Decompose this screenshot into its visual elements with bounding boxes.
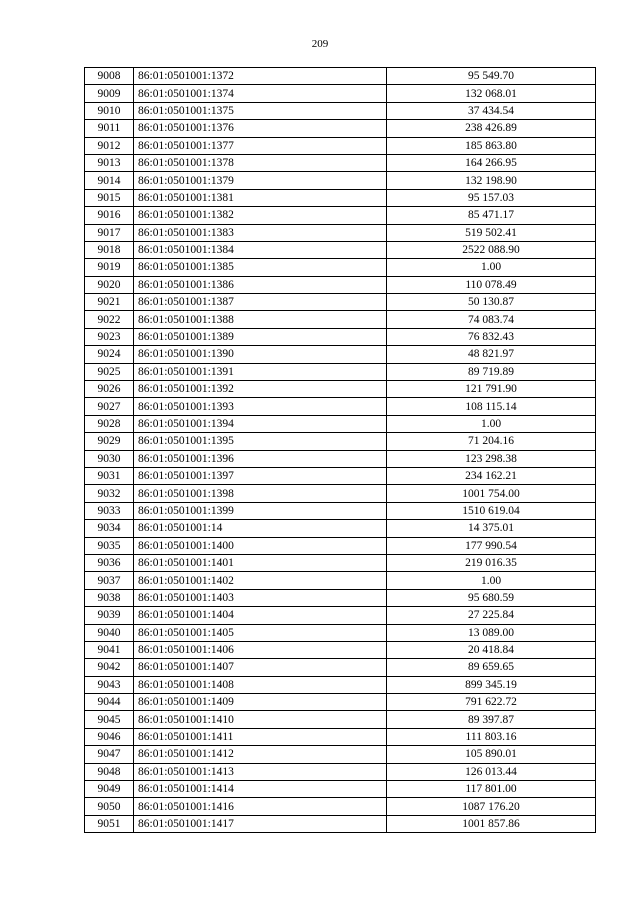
table-row	[85, 154, 596, 171]
row-number-cell: 9009	[85, 85, 134, 102]
table-row	[85, 641, 596, 658]
value-cell: 121 791.90	[387, 381, 596, 398]
cadastral-number-cell: 86:01:0501001:1399	[134, 502, 387, 519]
cadastral-number-cell: 86:01:0501001:1372	[134, 68, 387, 85]
table-row	[85, 433, 596, 450]
cadastral-number-cell: 86:01:0501001:1389	[134, 328, 387, 345]
table-row	[85, 102, 596, 119]
cadastral-number-cell: 86:01:0501001:1382	[134, 207, 387, 224]
table-row	[85, 363, 596, 380]
value-cell: 1.00	[387, 415, 596, 432]
cadastral-number-cell: 86:01:0501001:1391	[134, 363, 387, 380]
row-number-cell: 9010	[85, 102, 134, 119]
value-cell: 89 659.65	[387, 659, 596, 676]
cadastral-number-cell: 86:01:0501001:1397	[134, 467, 387, 484]
row-number-cell: 9020	[85, 276, 134, 293]
row-number-cell: 9029	[85, 433, 134, 450]
value-cell: 123 298.38	[387, 450, 596, 467]
table-row	[85, 746, 596, 763]
cadastral-number-cell: 86:01:0501001:1404	[134, 607, 387, 624]
cadastral-number-cell: 86:01:0501001:1395	[134, 433, 387, 450]
row-number-cell: 9031	[85, 467, 134, 484]
table-row	[85, 554, 596, 571]
row-number-cell: 9021	[85, 294, 134, 311]
cadastral-number-cell: 86:01:0501001:1387	[134, 294, 387, 311]
value-cell: 20 418.84	[387, 641, 596, 658]
cadastral-number-cell: 86:01:0501001:1413	[134, 763, 387, 780]
cadastral-number-cell: 86:01:0501001:1386	[134, 276, 387, 293]
cadastral-number-cell: 86:01:0501001:1379	[134, 172, 387, 189]
row-number-cell: 9013	[85, 154, 134, 171]
cadastral-number-cell: 86:01:0501001:1393	[134, 398, 387, 415]
value-cell: 2522 088.90	[387, 241, 596, 258]
row-number-cell: 9051	[85, 815, 134, 832]
row-number-cell: 9017	[85, 224, 134, 241]
table-row	[85, 189, 596, 206]
table-row	[85, 137, 596, 154]
row-number-cell: 9036	[85, 554, 134, 571]
table-row	[85, 415, 596, 432]
row-number-cell: 9042	[85, 659, 134, 676]
cadastral-number-cell: 86:01:0501001:1377	[134, 137, 387, 154]
value-cell: 85 471.17	[387, 207, 596, 224]
cadastral-number-cell: 86:01:0501001:14	[134, 520, 387, 537]
table-row	[85, 259, 596, 276]
value-cell: 1.00	[387, 572, 596, 589]
value-cell: 110 078.49	[387, 276, 596, 293]
cadastral-number-cell: 86:01:0501001:1385	[134, 259, 387, 276]
row-number-cell: 9014	[85, 172, 134, 189]
table-row	[85, 398, 596, 415]
value-cell: 111 803.16	[387, 728, 596, 745]
table-row	[85, 207, 596, 224]
page-number: 209	[311, 38, 329, 50]
row-number-cell: 9023	[85, 328, 134, 345]
value-cell: 132 068.01	[387, 85, 596, 102]
value-cell: 899 345.19	[387, 676, 596, 693]
row-number-cell: 9028	[85, 415, 134, 432]
value-cell: 234 162.21	[387, 467, 596, 484]
row-number-cell: 9011	[85, 120, 134, 137]
table-row	[85, 659, 596, 676]
row-number-cell: 9035	[85, 537, 134, 554]
row-number-cell: 9015	[85, 189, 134, 206]
value-cell: 219 016.35	[387, 554, 596, 571]
row-number-cell: 9033	[85, 502, 134, 519]
value-cell: 1001 857.86	[387, 815, 596, 832]
row-number-cell: 9040	[85, 624, 134, 641]
cadastral-number-cell: 86:01:0501001:1407	[134, 659, 387, 676]
value-cell: 95 680.59	[387, 589, 596, 606]
value-cell: 89 397.87	[387, 711, 596, 728]
cadastral-number-cell: 86:01:0501001:1378	[134, 154, 387, 171]
value-cell: 791 622.72	[387, 694, 596, 711]
table-row	[85, 781, 596, 798]
value-cell: 238 426.89	[387, 120, 596, 137]
table-row	[85, 68, 596, 85]
cadastral-number-cell: 86:01:0501001:1410	[134, 711, 387, 728]
table-row	[85, 763, 596, 780]
row-number-cell: 9050	[85, 798, 134, 815]
cadastral-number-cell: 86:01:0501001:1376	[134, 120, 387, 137]
row-number-cell: 9039	[85, 607, 134, 624]
table-row	[85, 328, 596, 345]
cadastral-number-cell: 86:01:0501001:1401	[134, 554, 387, 571]
value-cell: 89 719.89	[387, 363, 596, 380]
row-number-cell: 9038	[85, 589, 134, 606]
row-number-cell: 9032	[85, 485, 134, 502]
table-row	[85, 589, 596, 606]
row-number-cell: 9045	[85, 711, 134, 728]
value-cell: 74 083.74	[387, 311, 596, 328]
table-row	[85, 711, 596, 728]
table-row	[85, 85, 596, 102]
table-row	[85, 346, 596, 363]
table-row	[85, 624, 596, 641]
table-row	[85, 537, 596, 554]
cadastral-number-cell: 86:01:0501001:1411	[134, 728, 387, 745]
cadastral-number-cell: 86:01:0501001:1390	[134, 346, 387, 363]
row-number-cell: 9047	[85, 746, 134, 763]
cadastral-number-cell: 86:01:0501001:1414	[134, 781, 387, 798]
value-cell: 164 266.95	[387, 154, 596, 171]
value-cell: 105 890.01	[387, 746, 596, 763]
value-cell: 177 990.54	[387, 537, 596, 554]
table-row	[85, 294, 596, 311]
value-cell: 1087 176.20	[387, 798, 596, 815]
table-row	[85, 311, 596, 328]
cadastral-number-cell: 86:01:0501001:1412	[134, 746, 387, 763]
value-cell: 95 157.03	[387, 189, 596, 206]
cadastral-number-cell: 86:01:0501001:1384	[134, 241, 387, 258]
cadastral-number-cell: 86:01:0501001:1396	[134, 450, 387, 467]
row-number-cell: 9044	[85, 694, 134, 711]
table-row	[85, 676, 596, 693]
cadastral-number-cell: 86:01:0501001:1416	[134, 798, 387, 815]
value-cell: 1.00	[387, 259, 596, 276]
table-row	[85, 241, 596, 258]
value-cell: 13 089.00	[387, 624, 596, 641]
value-cell: 50 130.87	[387, 294, 596, 311]
table-row	[85, 120, 596, 137]
cadastral-number-cell: 86:01:0501001:1375	[134, 102, 387, 119]
cadastral-number-cell: 86:01:0501001:1383	[134, 224, 387, 241]
value-cell: 27 225.84	[387, 607, 596, 624]
row-number-cell: 9025	[85, 363, 134, 380]
row-number-cell: 9048	[85, 763, 134, 780]
table-row	[85, 798, 596, 815]
cadastral-number-cell: 86:01:0501001:1403	[134, 589, 387, 606]
cadastral-number-cell: 86:01:0501001:1398	[134, 485, 387, 502]
row-number-cell: 9019	[85, 259, 134, 276]
table-row	[85, 502, 596, 519]
row-number-cell: 9008	[85, 68, 134, 85]
value-cell: 76 832.43	[387, 328, 596, 345]
value-cell: 37 434.54	[387, 102, 596, 119]
row-number-cell: 9041	[85, 641, 134, 658]
table-row	[85, 815, 596, 832]
cadastral-number-cell: 86:01:0501001:1394	[134, 415, 387, 432]
row-number-cell: 9024	[85, 346, 134, 363]
value-cell: 185 863.80	[387, 137, 596, 154]
registry-table-body	[85, 68, 596, 833]
row-number-cell: 9018	[85, 241, 134, 258]
table-row	[85, 520, 596, 537]
row-number-cell: 9043	[85, 676, 134, 693]
row-number-cell: 9034	[85, 520, 134, 537]
cadastral-number-cell: 86:01:0501001:1409	[134, 694, 387, 711]
cadastral-number-cell: 86:01:0501001:1381	[134, 189, 387, 206]
table-row	[85, 694, 596, 711]
table-row	[85, 224, 596, 241]
cadastral-number-cell: 86:01:0501001:1405	[134, 624, 387, 641]
table-row	[85, 276, 596, 293]
cadastral-number-cell: 86:01:0501001:1400	[134, 537, 387, 554]
cadastral-number-cell: 86:01:0501001:1408	[134, 676, 387, 693]
value-cell: 95 549.70	[387, 68, 596, 85]
cadastral-number-cell: 86:01:0501001:1392	[134, 381, 387, 398]
row-number-cell: 9016	[85, 207, 134, 224]
table-row	[85, 172, 596, 189]
value-cell: 14 375.01	[387, 520, 596, 537]
value-cell: 519 502.41	[387, 224, 596, 241]
row-number-cell: 9046	[85, 728, 134, 745]
value-cell: 108 115.14	[387, 398, 596, 415]
cadastral-number-cell: 86:01:0501001:1388	[134, 311, 387, 328]
table-row	[85, 728, 596, 745]
row-number-cell: 9030	[85, 450, 134, 467]
value-cell: 126 013.44	[387, 763, 596, 780]
row-number-cell: 9026	[85, 381, 134, 398]
value-cell: 1001 754.00	[387, 485, 596, 502]
table-row	[85, 485, 596, 502]
table-row	[85, 607, 596, 624]
registry-table	[84, 67, 596, 833]
value-cell: 48 821.97	[387, 346, 596, 363]
cadastral-number-cell: 86:01:0501001:1374	[134, 85, 387, 102]
row-number-cell: 9022	[85, 311, 134, 328]
value-cell: 132 198.90	[387, 172, 596, 189]
cadastral-number-cell: 86:01:0501001:1417	[134, 815, 387, 832]
table-row	[85, 450, 596, 467]
value-cell: 71 204.16	[387, 433, 596, 450]
row-number-cell: 9012	[85, 137, 134, 154]
row-number-cell: 9049	[85, 781, 134, 798]
table-row	[85, 467, 596, 484]
value-cell: 117 801.00	[387, 781, 596, 798]
table-row	[85, 381, 596, 398]
table-row	[85, 572, 596, 589]
cadastral-number-cell: 86:01:0501001:1406	[134, 641, 387, 658]
value-cell: 1510 619.04	[387, 502, 596, 519]
cadastral-number-cell: 86:01:0501001:1402	[134, 572, 387, 589]
row-number-cell: 9027	[85, 398, 134, 415]
row-number-cell: 9037	[85, 572, 134, 589]
